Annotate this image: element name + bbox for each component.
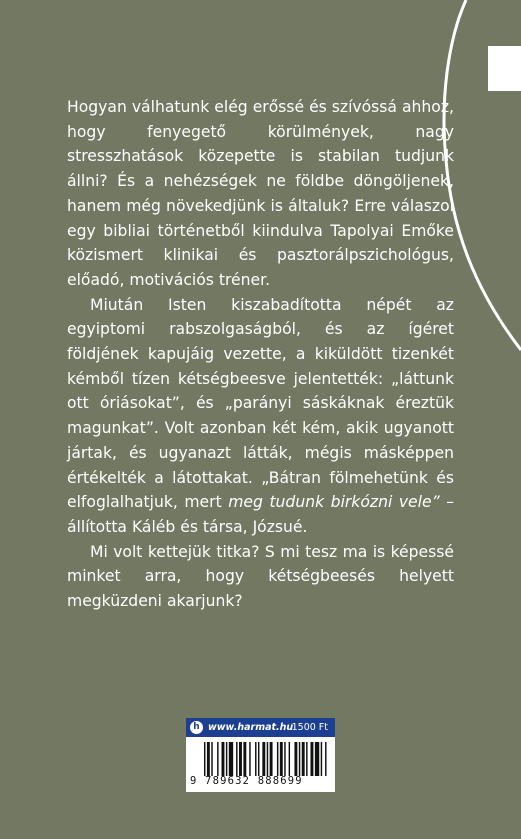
barcode-bar (302, 742, 305, 776)
barcode-bar (249, 742, 250, 776)
barcode-header (186, 718, 335, 737)
barcode-bar (315, 742, 319, 776)
text-run: Hogyan válhatunk elég erőssé és szívóssá ahhoz, hogy fenyegető körülmények, nagy stresszhatások közepette is stabilan tudjunk állni? És a nehézségek ne földbe döngöljenek, hanem még növekedjünk is általuk? Erre válaszol egy bibliai történetből kiindulva Tapolyai Emőke közismert klinikai és pasztorálpszichológus, előadó, motivációs tréner. (67, 98, 454, 289)
barcode-bar (280, 742, 283, 776)
barcode-bar (211, 742, 212, 776)
barcode-label (186, 718, 335, 792)
text-run: Mi volt kettejük titka? S mi tesz ma is képessé minket arra, hogy kétségbeesés helyett megküzdeni akarjunk? (67, 542, 454, 611)
price-label: 1500 Ft (291, 722, 328, 733)
barcode-bar (321, 742, 322, 776)
text-run: – állította Káléb és társa, Józsué. (67, 493, 454, 536)
barcode-bar (243, 742, 246, 776)
barcode-bar (226, 742, 227, 776)
barcode-bar (258, 742, 259, 776)
publisher-url: www.harmat.hu (208, 722, 294, 733)
barcode-bar (217, 742, 218, 776)
harmat-logo-icon: h (190, 721, 203, 734)
barcode-bar (262, 742, 265, 776)
barcode-bar (255, 742, 256, 776)
isbn-number: 9 789632 888699 (190, 775, 303, 787)
barcode-bar (236, 742, 237, 776)
barcode-bar (310, 742, 313, 776)
barcode-bar (299, 742, 300, 776)
barcode-bar (222, 742, 225, 776)
barcode-bar (207, 742, 210, 776)
paragraph-1 (67, 95, 454, 293)
text-run: Miután Isten kiszabadította népét az egyiptomi rabszolgaságból, és az ígéret földjének kapujáig vezette, a kiküldött tizenkét kémből tízen kétségbeesve jelentették: „láttunk ott óriásokat”, és „parányi sáskáknak éreztük magunkat”. Volt azonban két kém, akik ugyanott jártak, és ugyanazt látták, mégis másképpen értékelték a látottakat. „Bátran fölmehetünk és elfoglalhatjuk, mert (67, 295, 454, 512)
barcode-bar (325, 742, 326, 776)
barcode-bar (267, 742, 268, 776)
barcode-bar (204, 742, 205, 776)
barcode-bar (289, 742, 290, 776)
paragraph-3 (67, 540, 454, 614)
corner-white-block (488, 46, 521, 91)
italic-quote: meg tudunk birkózni vele” (228, 493, 440, 512)
barcode-bar (294, 742, 297, 776)
barcode-bar (239, 742, 242, 776)
barcode-bar (306, 742, 307, 776)
barcode-bar (229, 742, 233, 776)
barcode-bars (204, 742, 328, 776)
back-cover-text (67, 95, 454, 614)
barcode-bar (270, 742, 273, 776)
paragraph-2 (67, 293, 454, 540)
barcode-bar (284, 742, 285, 776)
barcode-bar (277, 742, 278, 776)
